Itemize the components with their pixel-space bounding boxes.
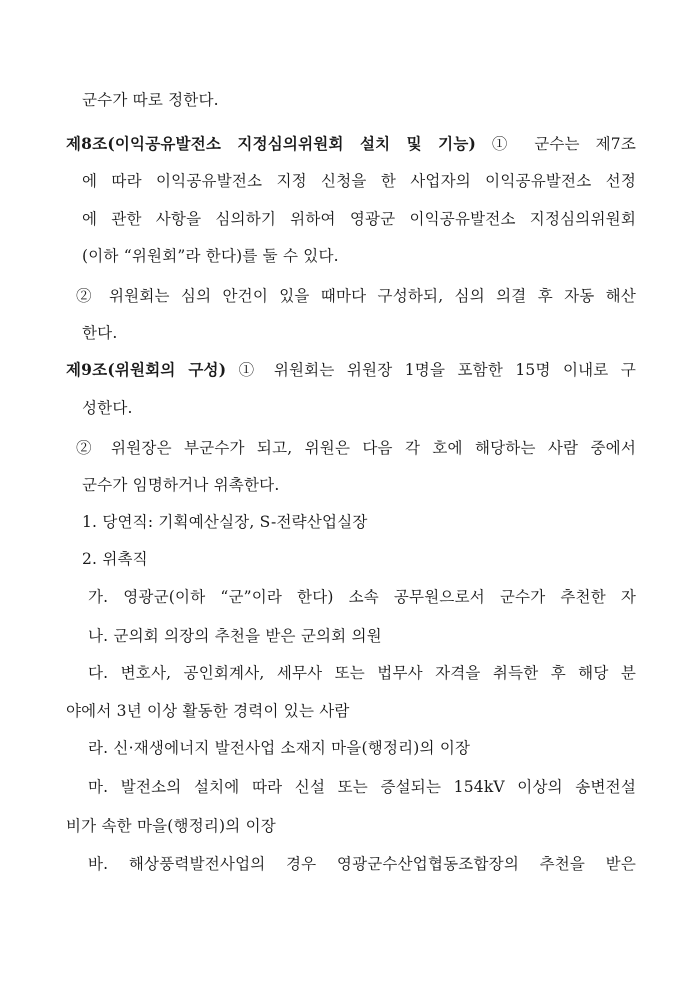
line-text: (이하 “위원회”라 한다)를 둘 수 있다. bbox=[82, 247, 339, 265]
sub-item-na bbox=[88, 624, 636, 648]
sub-item-ba bbox=[88, 852, 636, 876]
line-text: 2. 위촉직 bbox=[82, 550, 148, 568]
line-text: 군수가 임명하거나 위촉한다. bbox=[82, 476, 280, 494]
article-9-heading-line bbox=[66, 358, 636, 382]
paragraph-line bbox=[82, 473, 636, 497]
line-text: 비가 속한 마을(행정리)의 이장 bbox=[66, 817, 276, 835]
clause-2-line bbox=[76, 436, 636, 460]
line-text: 에 관한 사항을 심의하기 위하여 영광군 이익공유발전소 지정심의위원회 bbox=[82, 210, 636, 228]
sub-item-ra bbox=[88, 736, 636, 760]
sub-item-da bbox=[88, 661, 636, 685]
paragraph-line bbox=[82, 88, 636, 112]
line-text: 한다. bbox=[82, 324, 118, 342]
sub-item-da-continued bbox=[66, 699, 636, 723]
line-text: 에 따라 이익공유발전소 지정 신청을 한 사업자의 이익공유발전소 선정 bbox=[82, 172, 636, 190]
sub-item-ma-continued bbox=[66, 814, 636, 838]
article-8-title: 제8조(이익공유발전소 지정심의위원회 설치 및 기능) bbox=[66, 134, 477, 153]
sub-item-ma bbox=[88, 775, 636, 799]
line-text: 군수가 따로 정한다. bbox=[82, 91, 219, 109]
paragraph-line bbox=[82, 321, 636, 345]
line-text: 나. 군의회 의장의 추천을 받은 군의회 의원 bbox=[88, 627, 382, 645]
paragraph-line bbox=[82, 207, 636, 231]
list-item-1 bbox=[82, 510, 636, 534]
paragraph-line bbox=[82, 244, 636, 268]
clause-2-line bbox=[76, 284, 636, 308]
line-text: 다. 변호사, 공인회계사, 세무사 또는 법무사 자격을 취득한 후 해당 분 bbox=[88, 664, 636, 682]
article-9-title: 제9조(위원회의 구성) bbox=[66, 360, 227, 379]
line-text: 바. 해상풍력발전사업의 경우 영광군수산업협동조합장의 추천을 받은 bbox=[88, 855, 636, 873]
line-text: ① 군수는 제7조 bbox=[476, 135, 636, 153]
line-text: 가. 영광군(이하 “군”이라 한다) 소속 공무원으로서 군수가 추천한 자 bbox=[88, 588, 636, 606]
list-item-2 bbox=[82, 547, 636, 571]
line-text: 성한다. bbox=[82, 399, 133, 417]
line-text: 마. 발전소의 설치에 따라 신설 또는 증설되는 154kV 이상의 송변전설 bbox=[88, 778, 636, 796]
line-text: ② 위원장은 부군수가 되고, 위원은 다음 각 호에 해당하는 사람 중에서 bbox=[76, 439, 636, 457]
line-text: ① 위원회는 위원장 1명을 포함한 15명 이내로 구 bbox=[226, 361, 636, 379]
sub-item-ga bbox=[88, 585, 636, 609]
line-text: ② 위원회는 심의 안건이 있을 때마다 구성하되, 심의 의결 후 자동 해산 bbox=[76, 287, 636, 305]
line-text: 야에서 3년 이상 활동한 경력이 있는 사람 bbox=[66, 702, 350, 720]
line-text: 1. 당연직: 기획예산실장, S-전략산업실장 bbox=[82, 513, 368, 531]
paragraph-line bbox=[82, 396, 636, 420]
paragraph-line bbox=[82, 169, 636, 193]
article-8-heading-line bbox=[66, 132, 636, 156]
line-text: 라. 신·재생에너지 발전사업 소재지 마을(행정리)의 이장 bbox=[88, 739, 471, 757]
